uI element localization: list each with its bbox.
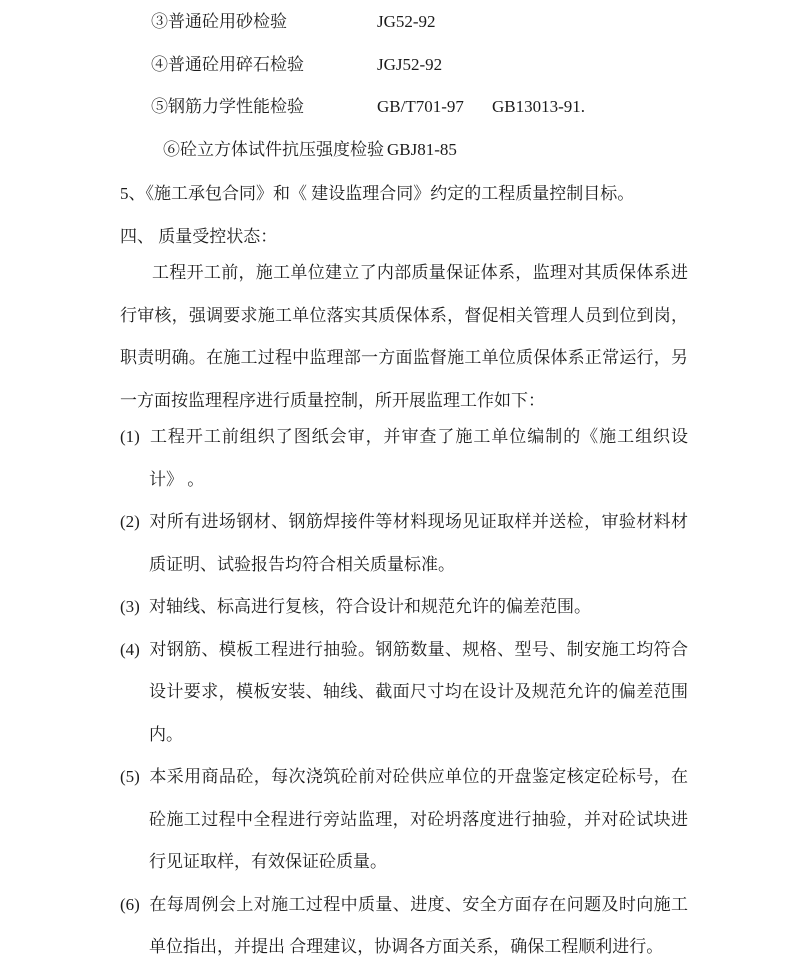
list-item <box>120 416 688 501</box>
standard-test-row <box>120 129 688 172</box>
contract-clause-line: 5、《施工承包合同》和《 建设监理合同》约定的工程质量控制目标。 <box>120 184 635 203</box>
list-item-number: (4) <box>120 639 140 659</box>
standard-test-row <box>120 1 688 44</box>
list-item-text: 对钢筋、模板工程进行抽验。钢筋数量、规格、型号、制安施工均符合设计要求，模板安装、轴线、截面尺寸均在设计及规范允许的偏差范围内。 <box>149 639 688 744</box>
list-item-text: 对轴线、标高进行复核，符合设计和规范允许的偏差范围。 <box>149 597 591 616</box>
list-item-text: 对所有进场钢材、钢筋焊接件等材料现场见证取样并送检，审验材料材质证明、试验报告均符合相关质量标准。 <box>149 512 688 574</box>
standard-test-label: ⑥砼立方体试件抗压强度检验 <box>163 139 384 159</box>
list-item <box>120 501 688 586</box>
list-item-text: 在每周例会上对施工过程中质量、进度、安全方面存在问题及时向施工单位指出，并提出 合理建议，协调各方面关系，确保工程顺利进行。 <box>149 894 688 956</box>
list-item <box>120 884 688 969</box>
list-item <box>120 586 688 629</box>
list-item-text: 工程开工前组织了图纸会审，并审查了施工单位编制的《施工组织设计》 。 <box>149 427 688 489</box>
standard-code: JG52-92 <box>377 12 436 31</box>
body-paragraph: 工程开工前，施工单位建立了内部质量保证体系，监理对其质保体系进行审核，强调要求施工单位落实其质保体系，督促相关管理人员到位到岗，职责明确。在施工过程中监理部一方面监督施工单位质保体系正常运行，另一方面按监理程序进行质量控制，所开展监理工作如下： <box>120 263 688 410</box>
list-item <box>120 756 688 884</box>
standard-code: GB/T701-97 <box>377 97 464 116</box>
list-item-number: (6) <box>120 894 140 914</box>
list-item-number: (5) <box>120 767 140 786</box>
list-item-number: (1) <box>120 427 140 446</box>
standard-test-row <box>120 86 688 129</box>
standard-test-label: ③普通砼用砂检验 <box>151 12 287 31</box>
standard-test-row <box>120 44 688 87</box>
standard-code: GB13013-91. <box>492 97 586 116</box>
list-item <box>120 629 688 757</box>
list-item-number: (2) <box>120 512 140 531</box>
standard-code: JGJ52-92 <box>377 54 443 74</box>
list-item-text: 本采用商品砼，每次浇筑砼前对砼供应单位的开盘鉴定核定砼标号，在砼施工过程中全程进行旁站监理，对砼坍落度进行抽验，并对砼试块进行见证取样，有效保证砼质量。 <box>149 767 688 871</box>
numbered-list <box>120 416 688 969</box>
list-item-number: (3) <box>120 597 140 616</box>
section-heading: 四、 质量受控状态： <box>120 226 278 246</box>
standard-test-label: ④普通砼用碎石检验 <box>151 54 304 74</box>
standard-test-label: ⑤钢筋力学性能检验 <box>151 97 304 116</box>
standard-code: GBJ81-85 <box>387 139 457 159</box>
